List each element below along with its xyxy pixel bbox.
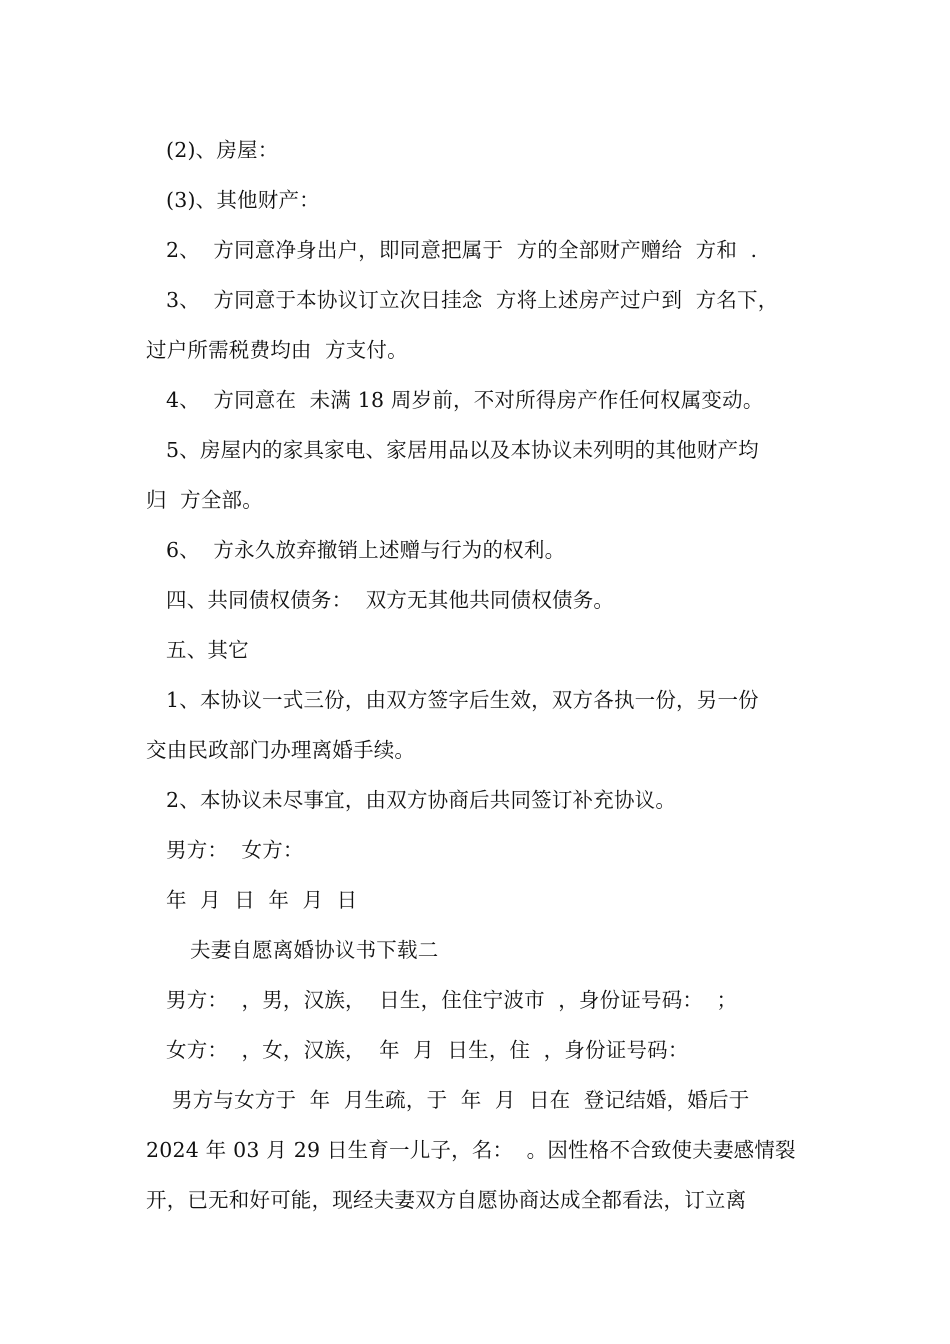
date-line: 年 月 日 年 月 日 [166,888,358,912]
clause-5-continued: 归 方全部。 [146,488,263,512]
clause-3: 3、 方同意于本协议订立次日挂念 方将上述房产过户到 方名下， [166,288,779,312]
agreement-title-2: 夫妻自愿离婚协议书下载二 [190,938,439,962]
clause-3-continued: 过户所需税费均由 方支付。 [146,338,408,362]
marriage-statement-continued: 2024 年 03 月 29 日生育一儿子，名： 。因性格不合致使夫妻感情裂 [146,1138,796,1162]
female-party-info: 女方： ，女，汉族， 年 月 日生，住 ，身份证号码： [166,1038,689,1062]
clause-2: 2、 方同意净身出户，即同意把属于 方的全部财产赠给 方和 . [166,238,758,262]
marriage-statement-continued-2: 开，已无和好可能，现经夫妻双方自愿协商达成全都看法，订立离 [146,1188,747,1212]
other-clause-1: 1、本协议一式三份，由双方签字后生效，双方各执一份，另一份 [166,688,759,712]
male-party-info: 男方： ，男，汉族， 日生，住住宁波市 ，身份证号码： ； [166,988,738,1012]
item-house: (2)、房屋： [166,138,279,162]
clause-5: 5、房屋内的家具家电、家居用品以及本协议未列明的其他财产均 [166,438,759,462]
other-clause-2: 2、本协议未尽事宜，由双方协商后共同签订补充协议。 [166,788,677,812]
clause-4: 4、 方同意在 未满 18 周岁前，不对所得房产作任何权属变动。 [166,388,764,412]
section-other: 五、其它 [166,638,249,662]
item-other-property: (3)、其他财产： [166,188,320,212]
other-clause-1-continued: 交由民政部门办理离婚手续。 [146,738,416,762]
clause-6: 6、 方永久放弃撤销上述赠与行为的权利。 [166,538,566,562]
section-debts: 四、共同债权债务： 双方无其他共同债权债务。 [166,588,615,612]
marriage-statement: 男方与女方于 年 月生疏，于 年 月 日在 登记结婚，婚后于 [172,1088,750,1112]
signature-line: 男方： 女方： [166,838,304,862]
